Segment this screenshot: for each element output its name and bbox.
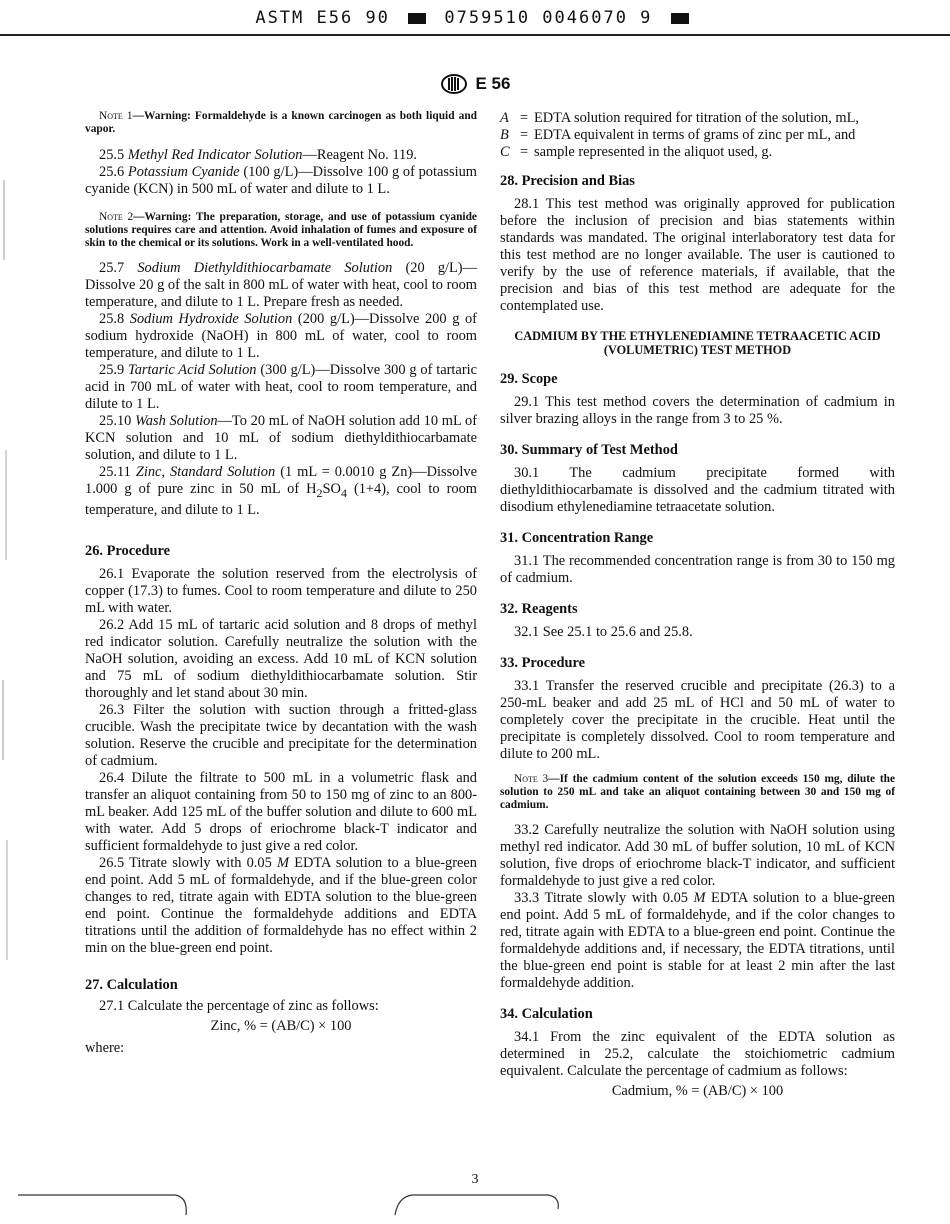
standard-designation: E 56 <box>475 74 511 93</box>
section-heading-31: 31. Concentration Range <box>500 530 654 546</box>
catalog-code: 0759510 0046070 9 <box>444 8 653 28</box>
page-designation <box>0 74 950 94</box>
note-3: Note 3—If the cadmium content of the solution exceeds 150 mg, dilute the solution to 250 mL and take an aliquot containing between 30 and 150 mg of cadmium. <box>500 773 896 811</box>
variable-definition: A = EDTA solution required for titration of the solution, mL, <box>500 110 859 126</box>
paragraph-32-1: 32.1 See 25.1 to 25.6 and 25.8. <box>514 624 693 640</box>
header-rule <box>0 34 950 36</box>
section-heading-26: 26. Procedure <box>85 542 170 559</box>
barcode-block-icon <box>408 13 426 24</box>
note-2: Note 2—Warning: The preparation, storage, and use of potassium cyanide solutions requires care and attention. Avoid inhalation of fumes and exposure of skin to the chemical or its solutions. Work in a well-ventilated hood. <box>85 211 477 249</box>
cadmium-method-title: CADMIUM BY THE ETHYLENEDIAMINE TETRAACETIC ACID (VOLUMETRIC) TEST METHOD <box>514 329 881 357</box>
where-label: where: <box>85 1039 125 1056</box>
right-column <box>500 110 895 1100</box>
cadmium-formula: Cadmium, % = (AB/C) × 100 <box>611 1083 784 1099</box>
scan-edge-marks <box>0 0 12 1224</box>
paragraph-31-1: 31.1 The recommended concentration range is from 30 to 150 mg of cadmium. <box>500 553 895 586</box>
variable-definition: B = EDTA equivalent in terms of grams of zinc per mL, and <box>500 127 856 143</box>
left-column <box>85 110 477 1057</box>
section-heading-29: 29. Scope <box>500 371 558 387</box>
paragraph-25-11: 25.11 Zinc, Standard Solution (1 mL = 0.0010 g Zn)—Dissolve 1.000 g of pure zinc in 50 mL of $H_2SO_4$ (1+4), cool to room temperature, and dilute to 1 L. <box>85 464 477 518</box>
paragraph-26-3: 26.3 Filter the solution with suction through a fritted-glass crucible. Wash the precipitate twice by decantation with the wash solution. Reserve the crucible and precipitate for the determination of cadmium. <box>85 701 477 769</box>
section-heading-33: 33. Procedure <box>500 655 585 671</box>
paragraph-30-1: 30.1 The cadmium precipitate formed with diethyldithiocarbamate is dissolved and the cadmium titrated with disodium ethylenediamine tetraacetate solution. <box>500 465 895 515</box>
paragraph-26-4: 26.4 Dilute the filtrate to 500 mL in a volumetric flask and transfer an aliquot containing from 50 to 150 mg of zinc to an 800-mL beaker. Add 125 mL of the buffer solution and dilute to 600 mL with water. Add 5 drops of eriochrome black-T indicator and sufficient formaldehyde to just give a red color. <box>85 769 477 854</box>
paragraph-26-5: 26.5 Titrate slowly with 0.05 M EDTA solution to a blue-green end point. Add 5 mL of formaldehyde, and if the blue-green color changes to red, titrate again with EDTA solution to the blue-green end point. Continue the formaldehyde additions and EDTA titrations until the addition of formaldehyde has no effect within 2 min on the blue-green end point. <box>85 854 478 956</box>
variable-definition: C = sample represented in the aliquot used, g. <box>500 144 773 160</box>
footer-scan-marks <box>0 1185 950 1224</box>
paragraph-25-7: 25.7 Sodium Diethyldithiocarbamate Solution (20 g/L)—Dissolve 20 g of the salt in 800 mL of water with heat, cool to room temperature, and dilute to 1 L. Prepare fresh as needed. <box>85 260 477 310</box>
paragraph-25-9: 25.9 Tartaric Acid Solution (300 g/L)—Dissolve 300 g of tartaric acid in 700 mL of water with heat, cool to room temperature, and dilute to 1 L. <box>85 362 477 412</box>
astm-logo-icon <box>440 74 468 94</box>
section-heading-32: 32. Reagents <box>500 601 578 617</box>
section-heading-27: 27. Calculation <box>85 976 178 993</box>
section-heading-28: 28. Precision and Bias <box>500 173 635 189</box>
section-heading-34: 34. Calculation <box>500 1006 593 1022</box>
paragraph-33-3: 33.3 Titrate slowly with 0.05 M EDTA solution to a blue-green end point. Add 5 mL of formaldehyde, and if the color changes to red, titrate again with EDTA to a blue-green end point. Continue the formaldehyde additions and, if necessary, the EDTA titrations, until the blue-green end point is stable for at least 2 min after the last formaldehyde addition. <box>500 890 896 991</box>
paragraph-26-2: 26.2 Add 15 mL of tartaric acid solution and 8 drops of methyl red indicator solution. Carefully neutralize the solution with the NaOH solution, avoiding an excess. Add 10 mL of KCN solution and 75 mL of sodium diethyldithiocarbamate solution. Stir thoroughly and let stand about 30 min. <box>85 616 477 701</box>
paragraph-28-1: 28.1 This test method was originally approved for publication before the inclusion of precision and bias statements within standards was mandated. The original interlaboratory test data for this test method are no longer available. The user is cautioned to verify by the use of reference materials, if available, that the precision and bias of this test method are adequate for the contemplated use. <box>500 196 895 314</box>
astm-code: ASTM E56 90 <box>255 8 390 28</box>
section-heading-30: 30. Summary of Test Method <box>500 442 678 458</box>
paragraph-25-8: 25.8 Sodium Hydroxide Solution (200 g/L)—Dissolve 200 g of sodium hydroxide (NaOH) in 800 mL of water, cool to room temperature, and dilute to 1 L. <box>85 311 477 361</box>
document-header-code <box>0 8 950 28</box>
paragraph-33-2: 33.2 Carefully neutralize the solution with NaOH solution using methyl red indicator. Add 30 mL of buffer solution, 10 mL of KCN solution, five drops of eriochrome black-T indicator, and sufficient formaldehyde to just give a red color. <box>500 822 895 889</box>
paragraph-33-1: 33.1 Transfer the reserved crucible and precipitate (26.3) to a 250-mL beaker and add 25 mL of HCl and 50 mL of water to completely cover the precipitate in the crucible. Heat until the precipitate is completely dissolved. Cool to room temperature and dilute to 200 mL. <box>500 678 895 762</box>
paragraph-34-1: 34.1 From the zinc equivalent of the EDTA solution as determined in 25.2, calculate the stoichiometric cadmium equivalent. Calculate the percentage of cadmium as follows: <box>500 1029 895 1079</box>
zinc-formula: Zinc, % = (AB/C) × 100 <box>210 1017 352 1034</box>
paragraph-25-6: 25.6 Potassium Cyanide (100 g/L)—Dissolve 100 g of potassium cyanide (KCN) in 500 mL of water and dilute to 1 L. <box>85 164 477 197</box>
paragraph-29-1: 29.1 This test method covers the determination of cadmium in silver brazing alloys in the range from 3 to 25 %. <box>500 394 895 427</box>
note-1: Note 1—Warning: Formaldehyde is a known carcinogen as both liquid and vapor. <box>85 110 478 135</box>
paragraph-27-1: 27.1 Calculate the percentage of zinc as follows: <box>99 997 379 1014</box>
paragraph-25-5: 25.5 Methyl Red Indicator Solution—Reagent No. 119. <box>99 147 418 163</box>
paragraph-26-1: 26.1 Evaporate the solution reserved from the electrolysis of copper (17.3) to fumes. Cool to room temperature and dilute to 250 mL with water. <box>85 565 477 616</box>
barcode-block-icon <box>671 13 689 24</box>
page-number: 3 <box>471 1172 479 1187</box>
paragraph-25-10: 25.10 Wash Solution—To 20 mL of NaOH solution add 10 mL of KCN solution and 10 mL of sodium diethyldithiocarbamate solution, and dilute to 1 L. <box>85 413 477 463</box>
